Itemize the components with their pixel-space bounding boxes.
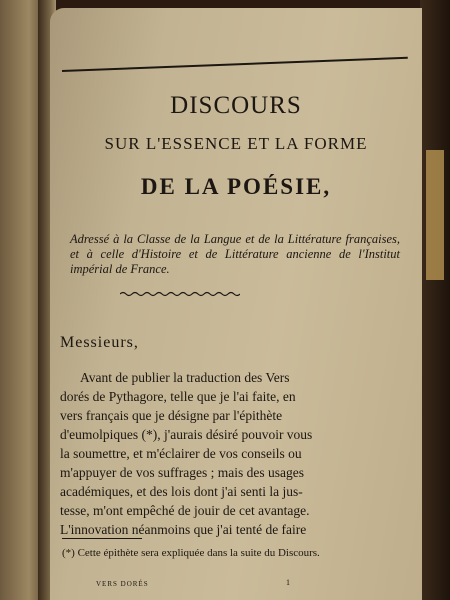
body-line: L'innovation néanmoins que j'ai tenté de faire bbox=[60, 522, 307, 537]
footnote-rule bbox=[62, 538, 142, 539]
dedication: Adressé à la Classe de la Langue et de la Littérature françaises, et à celle d'Histoire et de Littérature ancienne de l'Institut impérial de France. bbox=[70, 232, 400, 276]
footnote: (*) Cette épithète sera expliquée dans la suite du Discours. bbox=[62, 547, 320, 559]
body-line: Avant de publier la traduction des Vers bbox=[80, 370, 290, 385]
body-line: dorés de Pythagore, telle que je l'ai faite, en bbox=[60, 389, 296, 404]
salutation: Messieurs, bbox=[60, 334, 139, 351]
ornamental-rule bbox=[120, 290, 240, 298]
body-line: vers français que je désigne par l'épithète bbox=[60, 408, 283, 423]
body-text bbox=[60, 368, 396, 539]
page-number: 1 bbox=[286, 578, 290, 587]
printer-signature: VERS DORÉS bbox=[96, 580, 149, 588]
body-line: la soumettre, et m'éclairer de vos conseils ou bbox=[60, 446, 302, 461]
body-line: académiques, et des lois dont j'ai senti la jus- bbox=[60, 484, 303, 499]
right-background bbox=[420, 0, 450, 600]
window-light bbox=[426, 150, 444, 280]
body-line: tesse, m'ont empêché de jouir de cet avantage. bbox=[60, 503, 310, 518]
top-rule bbox=[62, 57, 408, 72]
title-line-3: DE LA POÉSIE, bbox=[140, 174, 332, 199]
title-line-2: SUR L'ESSENCE ET LA FORME bbox=[104, 134, 368, 153]
book-page bbox=[50, 8, 422, 600]
body-line: d'eumolpiques (*), j'aurais désiré pouvoir vous bbox=[60, 427, 313, 442]
title-line-1: DISCOURS bbox=[170, 92, 302, 119]
body-line: m'appuyer de vos suffrages ; mais des usages bbox=[60, 465, 305, 480]
